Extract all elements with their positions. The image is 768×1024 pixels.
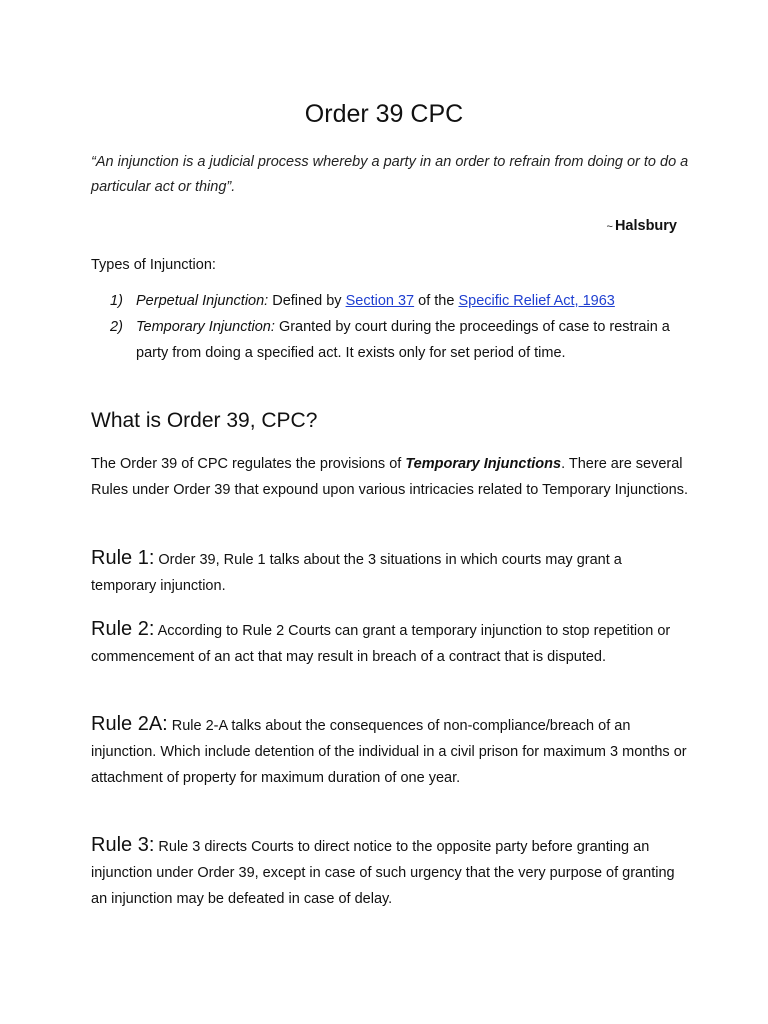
intro-paragraph	[91, 452, 691, 503]
list-text: of the	[414, 293, 459, 309]
types-label: Types of Injunction:	[91, 257, 216, 273]
rule-3-paragraph	[91, 832, 691, 912]
attribution-tilde: ~	[606, 221, 613, 233]
page-title: Order 39 CPC	[304, 100, 464, 128]
injunction-kind: Temporary Injunction:	[136, 319, 279, 335]
quote-attribution	[607, 215, 678, 238]
list-text: Granted by court during the proceedings of case to restrain a party from doing a specified act. It exists only for set period of time.	[136, 319, 670, 361]
rule-text: Rule 3 directs Courts to direct notice to the opposite party before granting an injunction under Order 39, except in case of such urgency that the very purpose of granting an injunction may be defeated in case of delay.	[91, 839, 675, 907]
section-37-link[interactable]: Section 37	[345, 293, 415, 309]
injunction-types-list	[110, 288, 680, 366]
section-heading: What is Order 39, CPC?	[91, 409, 318, 432]
injunction-kind: Perpetual Injunction:	[136, 293, 273, 309]
rule-heading: Rule 2A:	[91, 713, 168, 735]
attribution-name: Halsbury	[614, 218, 677, 234]
rule-text: Order 39, Rule 1 talks about the 3 situations in which courts may grant a temporary injunction.	[91, 552, 622, 594]
specific-relief-act-link[interactable]: Specific Relief Act, 1963	[458, 293, 615, 309]
list-item	[110, 314, 680, 366]
list-item	[110, 288, 680, 314]
rule-text: According to Rule 2 Courts can grant a temporary injunction to stop repetition or commencement of an act that may result in breach of a contract that is disputed.	[91, 623, 671, 665]
rule-2a-paragraph	[91, 711, 691, 791]
rule-heading: Rule 3:	[91, 834, 155, 856]
quote-close-mark: ”.	[226, 179, 236, 195]
list-number: 2)	[110, 319, 123, 335]
list-text: Defined by	[272, 293, 346, 309]
quote-open-mark: “	[91, 154, 96, 170]
rule-heading: Rule 1:	[91, 547, 155, 569]
intro-text: . There are several Rules under Order 39 that expound upon various intricacies related to Temporary Injunctions.	[91, 456, 688, 498]
injunction-quote	[91, 150, 691, 200]
list-number: 1)	[110, 293, 123, 309]
intro-emphasis: Temporary Injunctions	[405, 456, 562, 472]
intro-text: The Order 39 of CPC regulates the provisions of	[91, 456, 406, 472]
quote-text: An injunction is a judicial process whereby a party in an order to refrain from doing or to do a particular act or thing	[91, 154, 689, 195]
rule-text: Rule 2-A talks about the consequences of non-compliance/breach of an injunction. Which include detention of the individual in a civil prison for maximum 3 months or attachment of property for maximum duration of one year.	[91, 718, 687, 786]
rule-1-paragraph	[91, 545, 691, 599]
rule-heading: Rule 2:	[91, 618, 155, 640]
rule-2-paragraph	[91, 616, 691, 670]
